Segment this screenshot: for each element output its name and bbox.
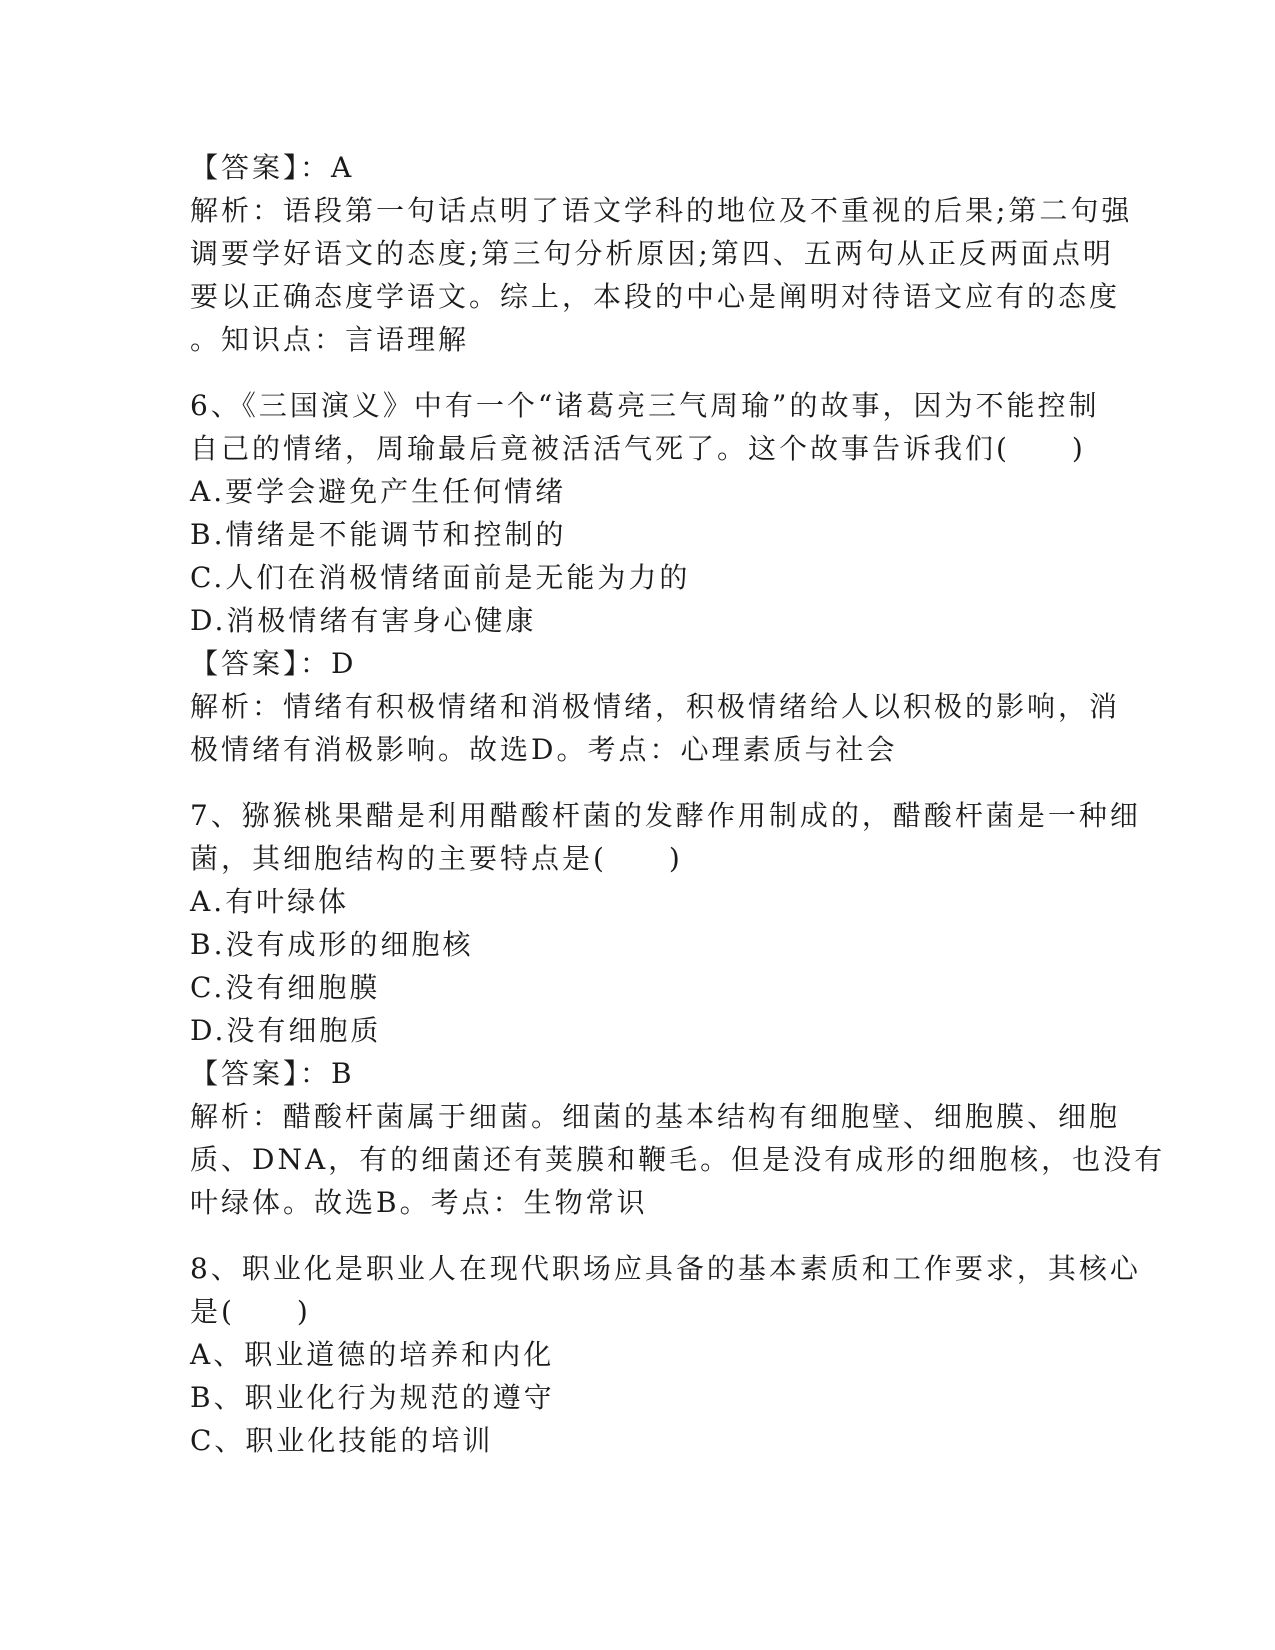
question-text: 8、职业化是职业人在现代职场应具备的基本素质和工作要求，其核心 — [190, 1252, 1141, 1285]
analysis-line: 解析：情绪有积极情绪和消极情绪，积极情绪给人以积极的影响，消 — [190, 690, 1121, 723]
question-text: 自己的情绪，周瑜最后竟被活活气死了。这个故事告诉我们( ) — [190, 432, 1086, 465]
analysis-line: 调要学好语文的态度;第三句分析原因;第四、五两句从正反两面点明 — [190, 237, 1114, 270]
spacer — [190, 361, 1080, 384]
analysis-line: 叶绿体。故选B。考点：生物常识 — [190, 1186, 648, 1219]
option-d: D.消极情绪有害身心健康 — [190, 604, 537, 637]
analysis-line: 解析：语段第一句话点明了语文学科的地位及不重视的后果;第二句强 — [190, 194, 1133, 227]
analysis-line: 解析：醋酸杆菌属于细菌。细菌的基本结构有细胞壁、细胞膜、细胞 — [190, 1100, 1121, 1133]
answer-label: 【答案】：A — [190, 151, 355, 184]
option-d: D.没有细胞质 — [190, 1014, 382, 1047]
answer-label: 【答案】：B — [190, 1057, 355, 1090]
analysis-line: 极情绪有消极影响。故选D。考点：心理素质与社会 — [190, 733, 898, 766]
option-b: B.没有成形的细胞核 — [190, 928, 474, 961]
question-7 — [190, 794, 1166, 1224]
question-text: 7、猕猴桃果醋是利用醋酸杆菌的发酵作用制成的，醋酸杆菌是一种细 — [190, 799, 1141, 832]
answer-block-5 — [190, 146, 1133, 361]
option-c: C、职业化技能的培训 — [190, 1424, 494, 1457]
document-page — [190, 146, 1166, 1462]
analysis-line: 。知识点：言语理解 — [190, 323, 470, 356]
option-b: B、职业化行为规范的遵守 — [190, 1381, 555, 1414]
option-b: B.情绪是不能调节和控制的 — [190, 518, 567, 551]
question-text: 是( ) — [190, 1295, 311, 1328]
question-text: 6、《三国演义》中有一个“诸葛亮三气周瑜”的故事，因为不能控制 — [190, 389, 1100, 422]
spacer — [190, 1224, 1080, 1247]
analysis-line: 要以正确态度学语文。综上，本段的中心是阐明对待语文应有的态度 — [190, 280, 1121, 313]
option-c: C.人们在消极情绪面前是无能为力的 — [190, 561, 691, 594]
option-a: A.有叶绿体 — [190, 885, 350, 918]
question-6 — [190, 384, 1121, 771]
analysis-line: 质、DNA，有的细菌还有荚膜和鞭毛。但是没有成形的细胞核，也没有 — [190, 1143, 1166, 1176]
option-a: A、职业道德的培养和内化 — [190, 1338, 555, 1371]
question-text: 菌，其细胞结构的主要特点是( ) — [190, 842, 683, 875]
option-c: C.没有细胞膜 — [190, 971, 381, 1004]
option-a: A.要学会避免产生任何情绪 — [190, 475, 567, 508]
spacer — [190, 771, 1080, 794]
answer-label: 【答案】：D — [190, 647, 357, 680]
question-8 — [190, 1247, 1141, 1462]
